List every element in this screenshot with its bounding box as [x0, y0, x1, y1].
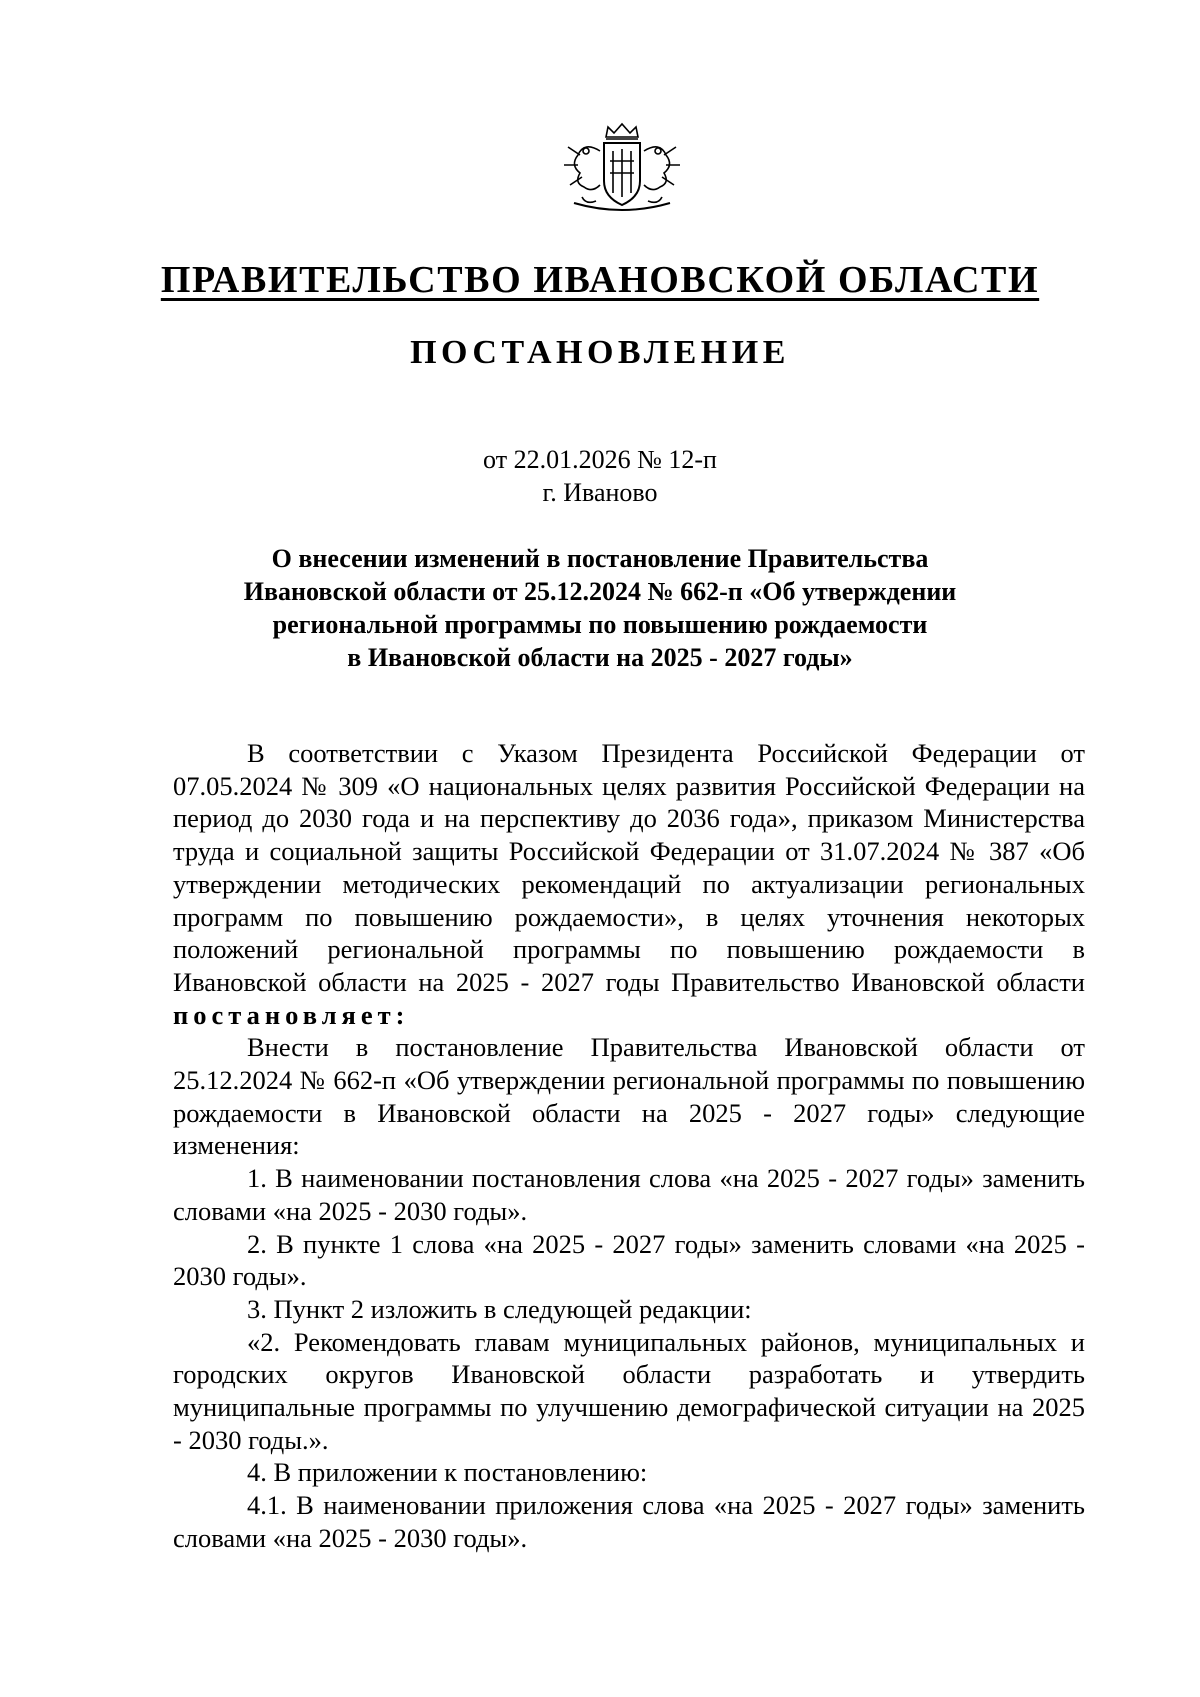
- city: г. Иваново: [542, 478, 658, 507]
- item-paragraph: 3. Пункт 2 изложить в следующей редакции:: [247, 1293, 752, 1324]
- quoted-paragraph: «2. Рекомендовать главам муниципальных районов, муниципальных и городских округов Ивановской области разработать и утвердить муниципальные программы по улучшению демографической ситуации на 2025 - 2030 годы.».: [173, 1326, 1085, 1455]
- title-line: региональной программы по повышению рождаемости: [272, 610, 928, 639]
- date-number: от 22.01.2026 № 12-п: [483, 445, 717, 474]
- issuer-heading: ПРАВИТЕЛЬСТВО ИВАНОВСКОЙ ОБЛАСТИ: [160, 259, 1040, 301]
- preamble-paragraph: [173, 737, 1085, 1031]
- document-title: [220, 542, 980, 674]
- title-line: в Ивановской области на 2025 - 2027 годы»: [347, 643, 853, 672]
- title-line: О внесении изменений в постановление Правительства: [271, 544, 929, 573]
- item-paragraph: 4. В приложении к постановлению:: [247, 1457, 648, 1488]
- item-paragraph: 1. В наименовании постановления слова «на 2025 - 2027 годы» заменить словами «на 2025 - 2030 годы».: [173, 1163, 1085, 1226]
- item-paragraph: 4.1. В наименовании приложения слова «на 2025 - 2027 годы» заменить словами «на 2025 - 2030 годы».: [173, 1490, 1085, 1553]
- document-body: [173, 737, 1085, 1555]
- preamble-text: В соответствии с Указом Президента Российской Федерации от 07.05.2024 № 309 «О национальных целях развития Российской Федерации на период до 2030 года и на перспективу до 2036 года», приказом Министерства труда и социальной защиты Российской Федерации от 31.07.2024 № 387 «Об утверждении методических рекомендаций по актуализации региональных программ по повышению рождаемости», в целях уточнения некоторых положений региональной программы по повышению рождаемости в Ивановской области на 2025 - 2027 годы Правительство Ивановской области: [173, 738, 1085, 997]
- decree-keyword: постановляет:: [173, 999, 410, 1030]
- document-meta: [0, 443, 1200, 509]
- document-type: ПОСТАНОВЛЕНИЕ: [410, 334, 790, 371]
- item-paragraph: 2. В пункте 1 слова «на 2025 - 2027 годы» заменить словами «на 2025 - 2030 годы».: [173, 1228, 1085, 1292]
- intro-paragraph: Внести в постановление Правительства Ивановской области от 25.12.2024 № 662-п «Об утверждении региональной программы по повышению рождаемости в Ивановской области на 2025 - 2027 годы» следующие изменения:: [173, 1032, 1085, 1161]
- title-line: Ивановской области от 25.12.2024 № 662-п «Об утверждении: [243, 577, 957, 606]
- coat-of-arms-icon: [556, 121, 688, 213]
